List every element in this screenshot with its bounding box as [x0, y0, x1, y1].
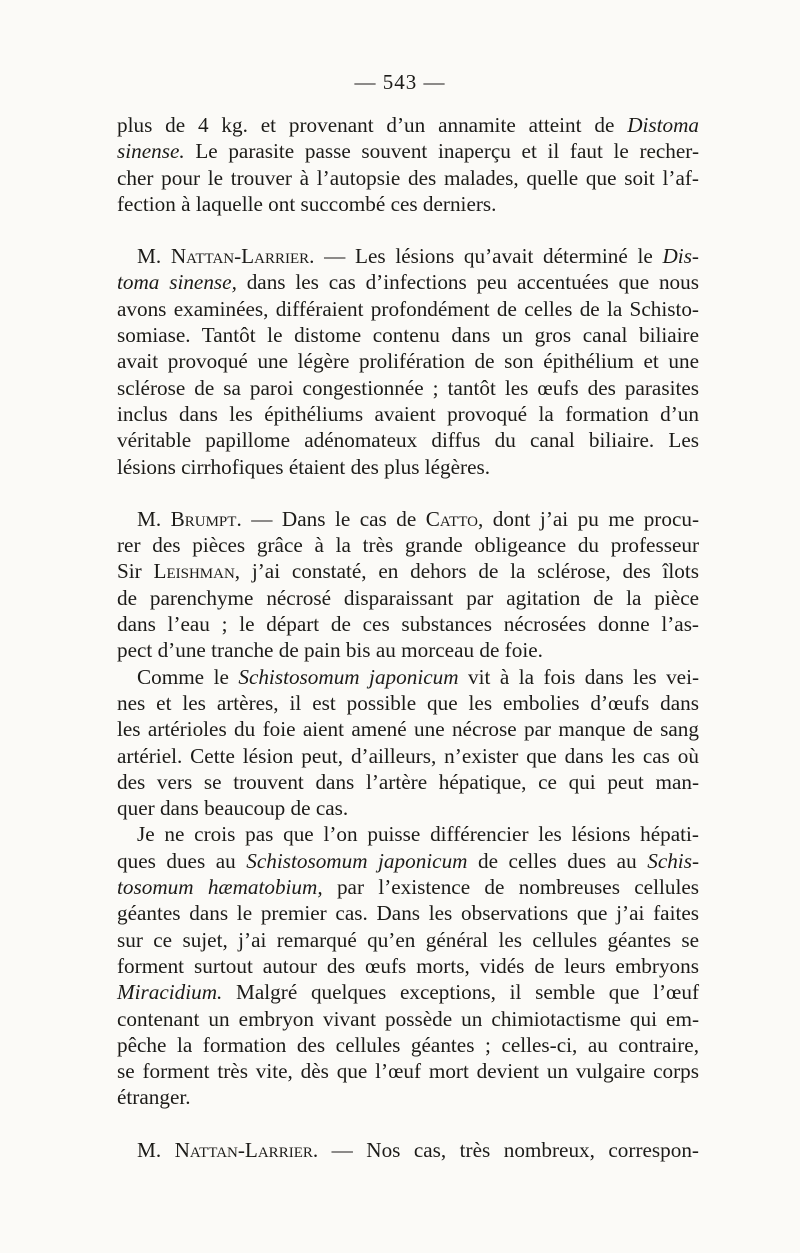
speaker-name: M. Nattan-Larrier. [137, 244, 315, 269]
page-number: — 543 — [354, 70, 446, 94]
paragraph-6: M. Nattan-Larrier. — Nos cas, très nombreux, correspon- [137, 1137, 699, 1162]
paragraph-1: plus de 4 kg. et provenant d’un annamite atteint de Distoma sinense. Le parasite passe souvent inaperçu et il faut le recher- cher pour le trouver à l’autopsie des malades, quelle que soit l’af- fection à laquelle ont succombé ces derniers. [117, 113, 699, 216]
paragraph-5: Je ne crois pas que l’on puisse différencier les lésions hépati- ques dues au Schistosomum japonicum de celles dues au Schis- tosomum hæmatobium, par l’existence de nombreuses cellules géantes dans le premier cas. Dans les observations que j’ai faites sur ce sujet, j’ai remarqué qu’en général les cellules géantes se forment surtout autour des œufs morts, vidés de leurs embryons Miracidium. Malgré quelques exceptions, il semble que l’œuf contenant un embryon vivant possède un chimiotactisme qui em- pêche la formation des cellules géantes ; celles-ci, au contraire, se forment très vite, dès que l’œuf mort devient un vulgaire corps étranger. [117, 822, 699, 1110]
speaker-name: M. Nattan-Larrier. [137, 1137, 319, 1162]
paragraph-4: Comme le Schistosomum japonicum vit à la fois dans les vei- nes et les artères, il est possible que les embolies d’œufs dans les artérioles du foie aient amené une nécrose par manque de sang artériel. Cette lésion peut, d’ailleurs, n’exister que dans les cas où des vers se trouvent dans l’artère hépatique, ce qui peut man- quer dans beaucoup de cas. [117, 664, 700, 821]
paragraph-3: M. Brumpt. — Dans le cas de Catto, dont j’ai pu me procu- rer des pièces grâce à la très grande obligeance du professeur Sir Leishman, j’ai constaté, en dehors de la sclérose, des îlots de parenchyme nécrosé disparaissant par agitation de la pièce dans l’eau ; le départ de ces substances nécrosées donne l’as- pect d’une tranche de pain bis au morceau de foie. [117, 506, 700, 663]
paragraph-2: M. Nattan-Larrier. — Les lésions qu’avait déterminé le Dis- toma sinense, dans les cas d’infections peu accentuées que nous avons examinées, différaient profondément de celles de la Schisto- somiase. Tantôt le distome contenu dans un gros canal biliaire avait provoqué une légère prolifération de son épithélium et une sclérose de sa paroi congestionnée ; tantôt les œufs des parasites inclus dans les épithéliums avaient provoqué la formation d’un véritable papillome adénomateux diffus du canal biliaire. Les lésions cirrhofiques étaient des plus légères. [117, 244, 699, 479]
body-text [117, 112, 699, 1163]
speaker-name: M. Brumpt. [137, 506, 242, 531]
